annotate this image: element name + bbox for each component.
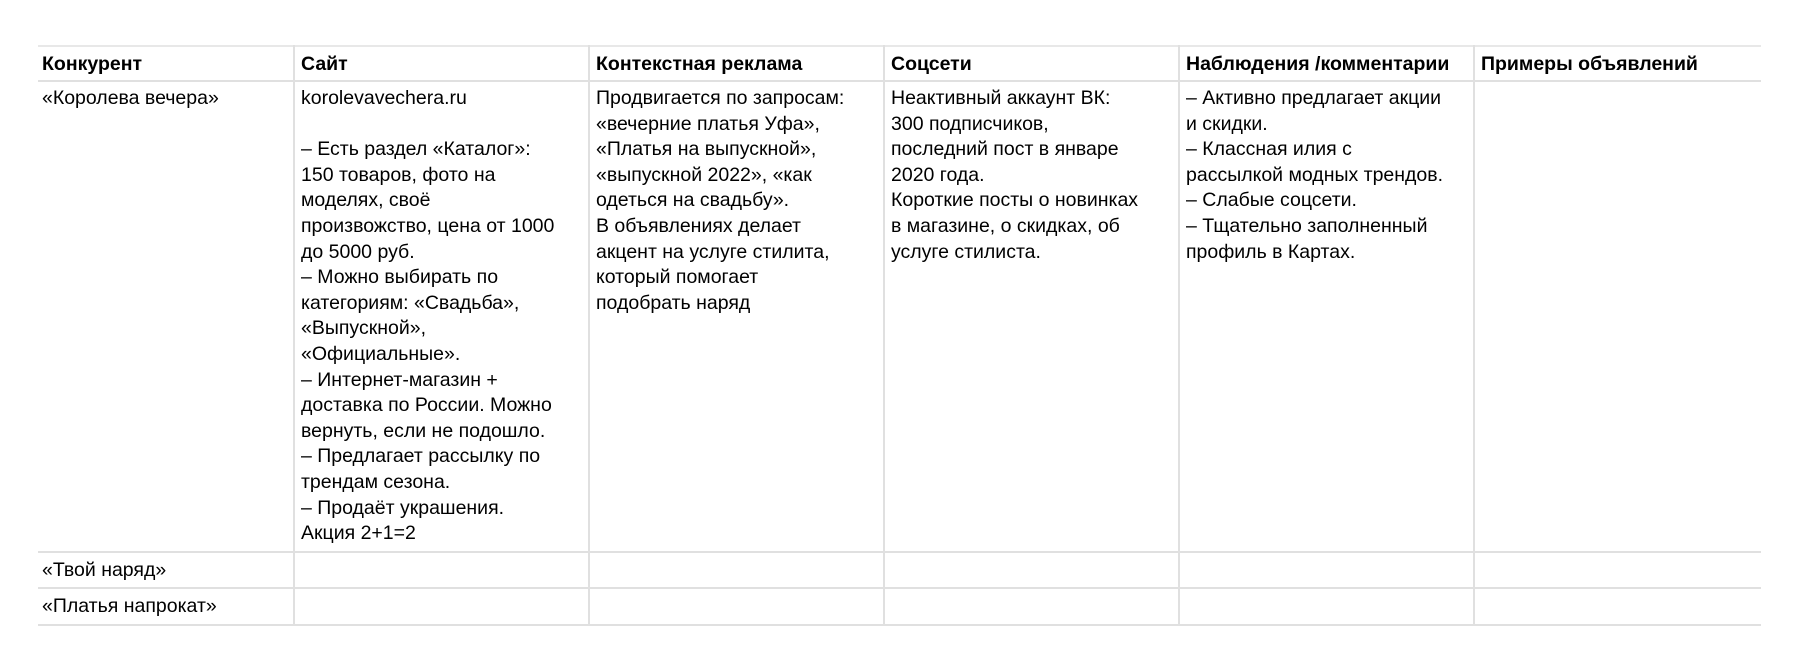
text-line: – Предлагает рассылку по xyxy=(301,445,541,468)
cell-competitor[interactable]: «Платья напрокат» xyxy=(38,588,294,625)
header-notes[interactable]: Наблюдения /комментарии xyxy=(1179,46,1474,81)
text-line: – Активно предлагает акции xyxy=(1186,87,1442,109)
header-competitor[interactable]: Конкурент xyxy=(38,46,294,81)
text-line: «вечерние платья Уфа», xyxy=(596,112,820,135)
site-url: korolevavechera.ru xyxy=(301,87,467,109)
text-line: моделях, своё xyxy=(301,189,431,212)
text-line: и скидки. xyxy=(1186,112,1268,135)
table-row xyxy=(38,81,1761,552)
text-line: доставка по России. Можно xyxy=(301,394,552,417)
text-line: «выпускной 2022», «как xyxy=(596,163,812,186)
text-line: – Слабые соцсети. xyxy=(1186,189,1357,212)
cell-social[interactable] xyxy=(884,81,1179,552)
text-line: – Интернет-магазин + xyxy=(301,368,498,391)
header-site[interactable]: Сайт xyxy=(294,46,589,81)
text-line: – Есть раздел «Каталог»: xyxy=(301,138,531,161)
cell-social[interactable] xyxy=(884,552,1179,589)
text-line: – Можно выбирать по xyxy=(301,266,499,289)
text-line: – Продаёт украшения. xyxy=(301,496,505,519)
text-line: последний пост в январе xyxy=(891,138,1119,161)
text-line: вернуть, если не подошло. xyxy=(301,419,546,442)
text-line: категориям: «Свадьба», xyxy=(301,291,520,314)
notes-lines xyxy=(1186,86,1467,265)
cell-context-ads[interactable] xyxy=(589,588,884,625)
social-lines xyxy=(891,86,1172,265)
text-line: 300 подписчиков, xyxy=(891,112,1049,135)
text-line: – Классная илия с xyxy=(1186,138,1352,161)
text-line: «Платья на выпускной», xyxy=(596,138,817,161)
cell-site[interactable] xyxy=(294,81,589,552)
blank-line xyxy=(301,112,582,138)
cell-site[interactable] xyxy=(294,588,589,625)
cell-notes[interactable] xyxy=(1179,552,1474,589)
cell-context-ads[interactable] xyxy=(589,552,884,589)
cell-site[interactable] xyxy=(294,552,589,589)
cell-social[interactable] xyxy=(884,588,1179,625)
header-row xyxy=(38,46,1761,81)
table-row xyxy=(38,588,1761,625)
cell-ad-examples[interactable] xyxy=(1474,588,1761,625)
header-ad-examples[interactable]: Примеры объявлений xyxy=(1474,46,1761,81)
table-row xyxy=(38,552,1761,589)
text-line: услуге стилиста. xyxy=(891,240,1041,263)
text-line: произвожство, цена от 1000 xyxy=(301,214,555,237)
text-line: который помогает xyxy=(596,266,759,289)
text-line: – Тщательно заполненный xyxy=(1186,214,1428,237)
site-lines xyxy=(301,86,582,547)
text-line: трендам сезона. xyxy=(301,470,451,493)
text-line: акцент на услуге стилита, xyxy=(596,240,830,263)
header-context-ads[interactable]: Контекстная реклама xyxy=(589,46,884,81)
header-social[interactable]: Соцсети xyxy=(884,46,1179,81)
ads-lines xyxy=(596,86,877,316)
text-line: В объявлениях делает xyxy=(596,214,801,237)
text-line: Продвигается по запросам: xyxy=(596,87,845,109)
text-line: в магазине, о скидках, об xyxy=(891,214,1120,237)
cell-competitor[interactable]: «Твой наряд» xyxy=(38,552,294,589)
text-line: рассылкой модных трендов. xyxy=(1186,163,1444,186)
cell-notes[interactable] xyxy=(1179,588,1474,625)
text-line: профиль в Картах. xyxy=(1186,240,1356,263)
text-line: Акция 2+1=2 xyxy=(301,522,416,545)
cell-ad-examples[interactable] xyxy=(1474,81,1761,552)
text-line: 2020 года. xyxy=(891,163,985,186)
competitor-analysis-table xyxy=(38,45,1761,626)
text-line: Короткие посты о новинках xyxy=(891,189,1139,212)
cell-competitor[interactable]: «Королева вечера» xyxy=(38,81,294,552)
cell-notes[interactable] xyxy=(1179,81,1474,552)
text-line: Неактивный аккаунт ВК: xyxy=(891,87,1111,109)
cell-context-ads[interactable] xyxy=(589,81,884,552)
cell-ad-examples[interactable] xyxy=(1474,552,1761,589)
text-line: до 5000 руб. xyxy=(301,240,415,263)
text-line: подобрать наряд xyxy=(596,291,751,314)
text-line: одеться на свадьбу». xyxy=(596,189,790,212)
text-line: «Выпускной», xyxy=(301,317,427,340)
text-line: «Официальные». xyxy=(301,342,461,365)
text-line: 150 товаров, фото на xyxy=(301,163,496,186)
